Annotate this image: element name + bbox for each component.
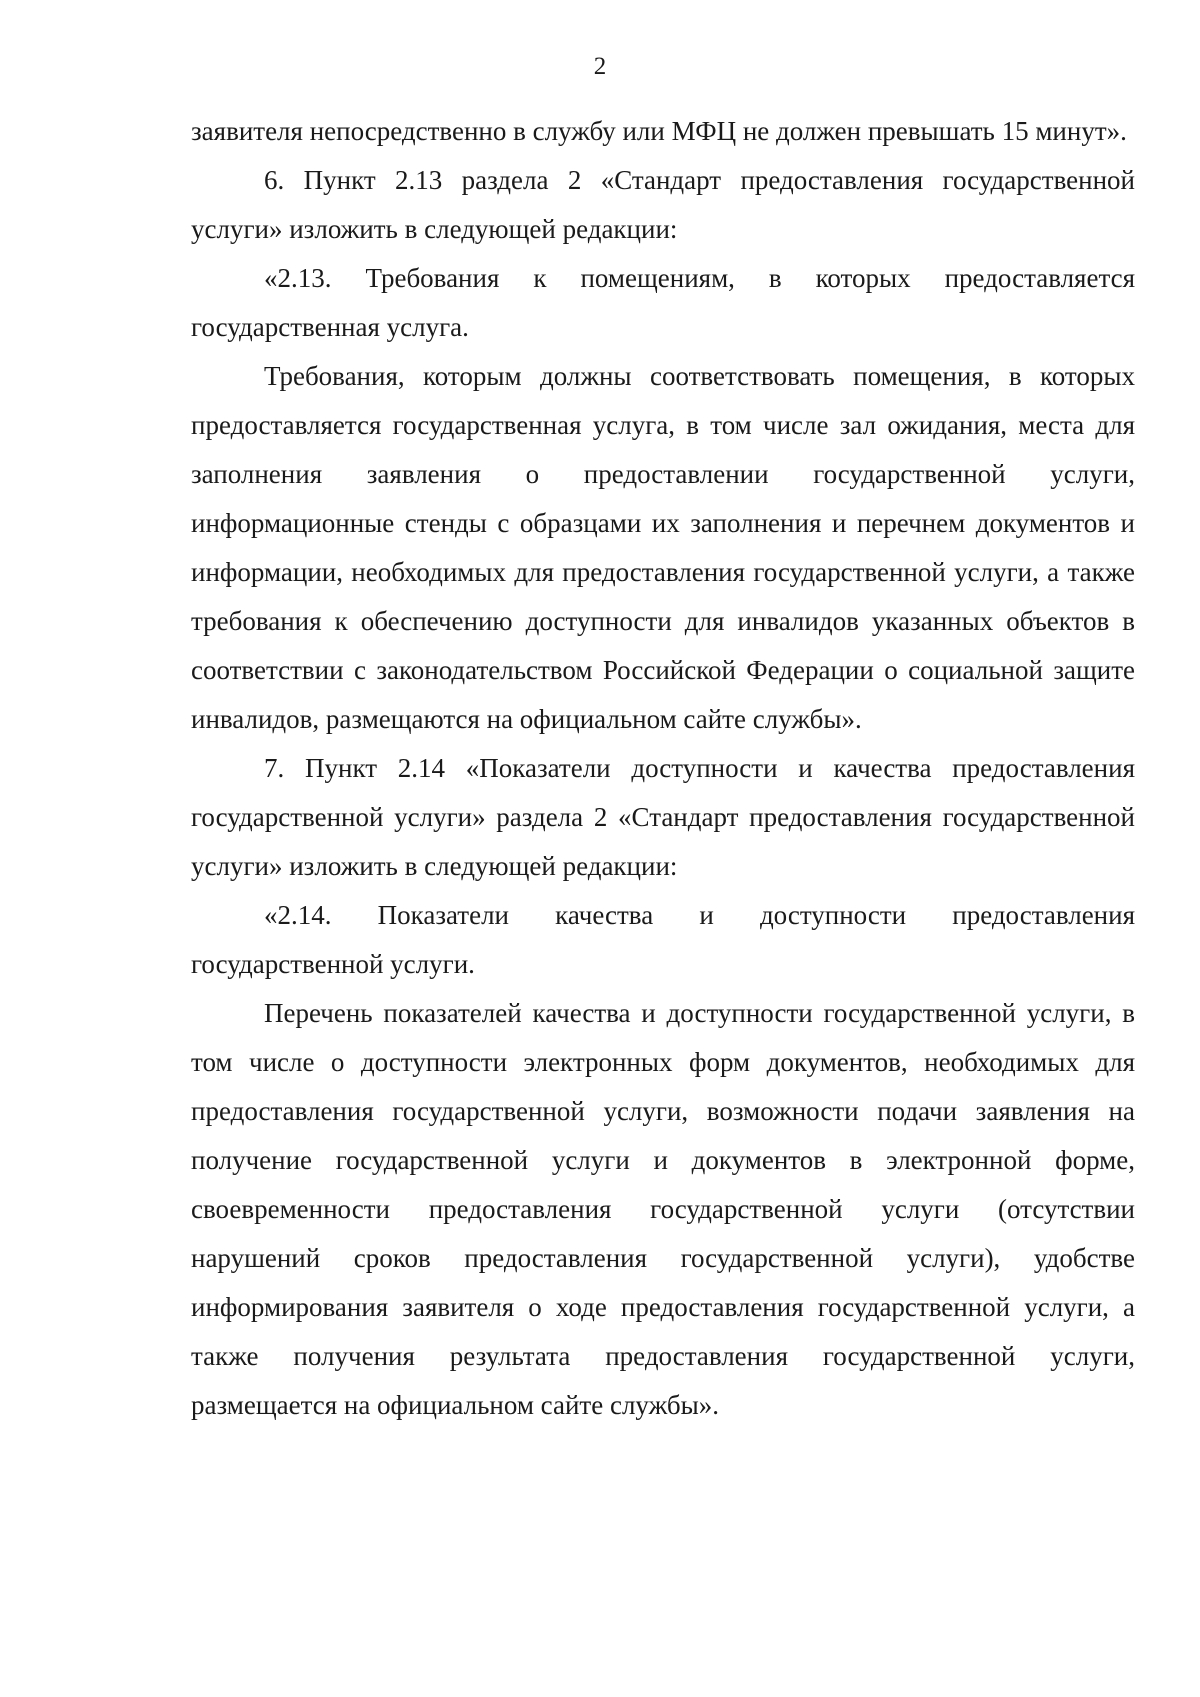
paragraph-item-6: 6. Пункт 2.13 раздела 2 «Стандарт предоставления государственной услуги» изложить в следующей редакции: [191, 165, 1135, 244]
paragraph-2-13-heading: «2.13. Требования к помещениям, в которых предоставляется государственная услуга. [191, 263, 1135, 342]
paragraph-2-13-body: Требования, которым должны соответствовать помещения, в которых предоставляется государственная услуга, в том числе зал ожидания, места для заполнения заявления о предоставлении государственной услуги, информационные стенды с образцами их заполнения и перечнем документов и информации, необходимых для предоставления государственной услуги, а также требования к обеспечению доступности для инвалидов указанных объектов в соответствии с законодательством Российской Федерации о социальной защите инвалидов, размещаются на официальном сайте службы». [191, 361, 1135, 734]
paragraph-2-14-heading: «2.14. Показатели качества и доступности предоставления государственной услуги. [191, 900, 1135, 979]
page-number: 2 [593, 53, 607, 80]
document-body [191, 107, 1135, 1430]
paragraph-item-7: 7. Пункт 2.14 «Показатели доступности и качества предоставления государственной услуги» раздела 2 «Стандарт предоставления государственной услуги» изложить в следующей редакции: [191, 753, 1135, 881]
paragraph-2-14-body: Перечень показателей качества и доступности государственной услуги, в том числе о доступности электронных форм документов, необходимых для предоставления государственной услуги, возможности подачи заявления на получение государственной услуги и документов в электронной форме, своевременности предоставления государственной услуги (отсутствии нарушений сроков предоставления государственной услуги), удобстве информирования заявителя о ходе предоставления государственной услуги, а также получения результата предоставления государственной услуги, размещается на официальном сайте службы». [191, 998, 1135, 1420]
paragraph-continuation: заявителя непосредственно в службу или МФЦ не должен превышать 15 минут». [191, 116, 1127, 146]
